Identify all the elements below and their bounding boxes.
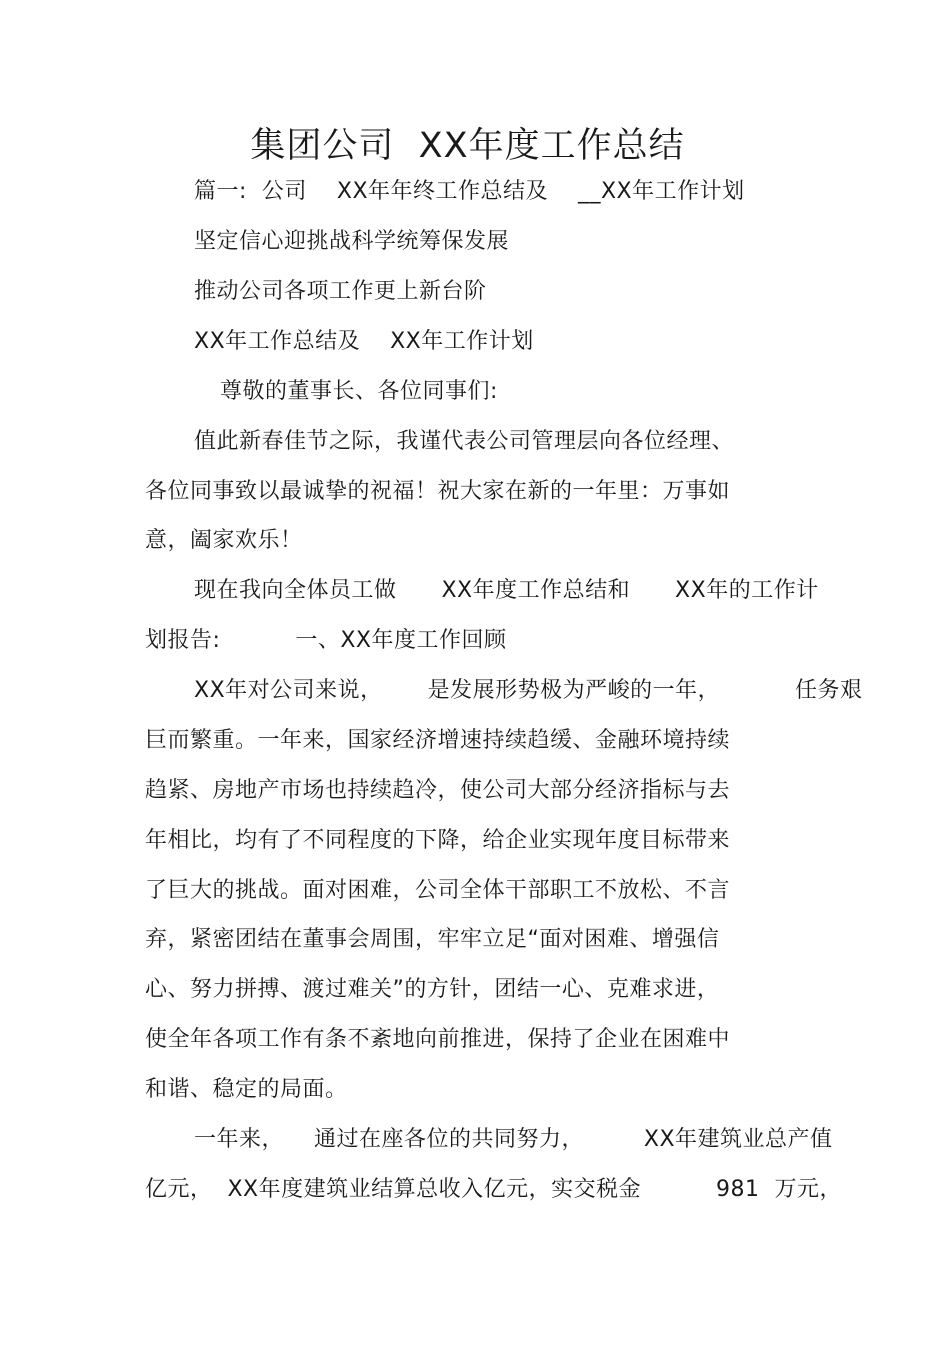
doc-line: 划报告: 一、XX年度工作回顾 bbox=[145, 628, 507, 653]
doc-line: 心、努力拼搏、渡过难关”的方针，团结一心、克难求进， bbox=[145, 977, 720, 1002]
doc-line: 篇一: 公司 XX年年终工作总结及 __XX年工作计划 bbox=[194, 179, 745, 204]
doc-line: 巨而繁重。一年来，国家经济增速持续趋缓、金融环境持续 bbox=[145, 728, 731, 753]
document-title: 集团公司 XX年度工作总结 bbox=[250, 126, 685, 166]
doc-line: 值此新春佳节之际，我谨代表公司管理层向各位经理、 bbox=[194, 429, 735, 454]
doc-line: 亿元， XX年度建筑业结算总收入亿元，实交税金 981 万元， bbox=[145, 1177, 843, 1202]
doc-line: 和谐、稳定的局面。 bbox=[145, 1077, 348, 1102]
doc-line: 现在我向全体员工做 XX年度工作总结和 XX年的工作计 bbox=[194, 578, 819, 603]
doc-line: 年相比，均有了不同程度的下降，给企业实现年度目标带来 bbox=[145, 828, 731, 853]
doc-line: 推动公司各项工作更上新台阶 bbox=[194, 279, 487, 304]
doc-line: 了巨大的挑战。面对困难，公司全体干部职工不放松、不言 bbox=[145, 878, 731, 903]
doc-line: 使全年各项工作有条不紊地向前推进，保持了企业在困难中 bbox=[145, 1027, 731, 1052]
doc-line: 坚定信心迎挑战科学统筹保发展 bbox=[194, 229, 510, 254]
doc-line: 各位同事致以最诚挚的祝福！祝大家在新的一年里：万事如 bbox=[145, 479, 731, 504]
doc-line: 尊敬的董事长、各位同事们: bbox=[220, 379, 498, 404]
doc-line: XX年对公司来说， 是发展形势极为严峻的一年， 任务艰 bbox=[194, 678, 863, 703]
doc-line: 趋紧、房地产市场也持续趋冷，使公司大部分经济指标与去 bbox=[145, 778, 731, 803]
doc-line: 意，阖家欢乐！ bbox=[145, 528, 303, 553]
doc-line: 弃，紧密团结在董事会周围，牢牢立足“面对困难、增强信 bbox=[145, 927, 720, 952]
doc-line: XX年工作总结及 XX年工作计划 bbox=[194, 329, 534, 354]
doc-line: 一年来， 通过在座各位的共同努力， XX年建筑业总产值 bbox=[194, 1127, 833, 1152]
